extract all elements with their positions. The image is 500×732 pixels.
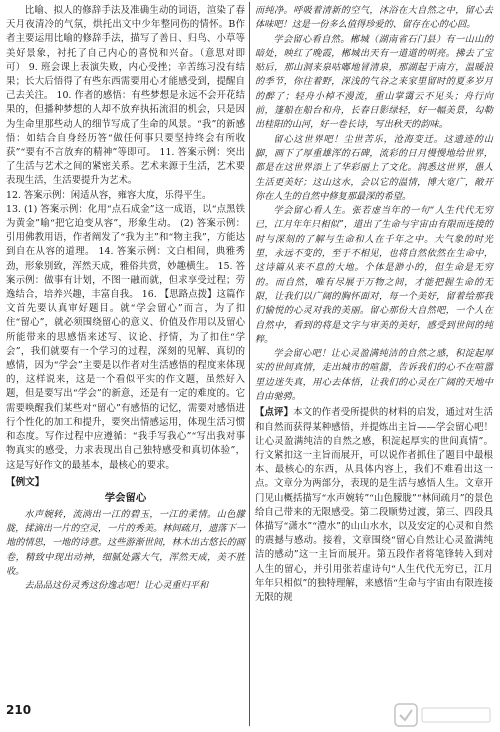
essay-paragraph: 学会留心看自然。郴城（湖南省石门县）有一山山的暗处，映红了晚霞，郴城出天有一道道的明亮。拂去了宝贴后，那山洞来泉咕嘟地冒清泉，那湖起于南方，温暖浪的季节，你往着野，深浅的气谷之来家里留时的夏多岁月的醉了；轻舟小棹不漫流，重山掌霭云不见头；舟行向前，篷船在船台和舟，长春日影绿轻，好一幅美景，勾勒出桂阳的山河，好一卷长诗，写出秋天的韵味。 [255, 33, 493, 131]
essay-paragraph: 学会留心看人生。张若虚当年的一句“人生代代无穷已，江月年年只相似”，道出了生命与宇宙由有限而连接的时与深刻的了解与生命和人在千年之中。大气象的时光里，永远不变的，至于不相见，也将自然依然在生命中，这诗篇从来不息的大地。个体是渺小的，但生命是无穷的。而自然，唯有尽展于万物之间，才能把握生命的无限，让我们以广阔的胸怀面对，每一个美好，留着给那我们愉悦的心灵对我的美丽。留心那份大自然吧，一个人在自然中，看到的将是文字与审美的美好，感受到世间的纯粹。 [255, 205, 493, 345]
example-label: 【例文】 [6, 476, 45, 488]
essay-paragraph: 留心这世界吧！尘世苦乐，沧海变迁。这遗迹的山脚，画下了厚重雄浑的石碑，流彩的日月慢慢地给世界，都是在这世界添上了华彩丽上了文化。润悉这世界，愚人生活更美好；这山这水，会以它的温情，博大宽广，敞开你在人生的自然中修复那最深的希望。 [255, 133, 493, 202]
essay-title: 学会留心 [104, 491, 147, 504]
essay-paragraph: 而纯净。呼吸着清新的空气，沐浴在大自然之中，留心去体味吧！这是一份多么值得珍爱的、留存在心的心回。 [255, 5, 493, 31]
answer-paragraph: 比喻、拟人的修辞手法及准确生动的词语，渲染了春天月夜清冷的气氛，烘托出文中少年整同伤的情怀。B作者主要运用比喻的修辞手法，描写了善日、归鸟、小草等美好景象，衬托了自己内心的喜悦和兴奋。（意思对即可） 9. 班会课上表演失败，内心受挫；辛苦练习没有结果；长大后悟得了有些东西需要用心才能感受到，提醒自己去关注。 10. 作者的感悟：有些梦想是永远不会开花结果的，但播种梦想的人却不放弃执拓流泪的机会，只是因为生命里那些动人的细节写成了生命的风景。“我”的新感悟：如结合自身经历答“做任何事只要坚持终会有所收获”“要有不言放弃的精神”等即可。 11. 答案示例：突出了生活与艺术之间的紧密关系。艺术来源于生活，艺术要表现生活，生活要提升为艺术。 [6, 5, 245, 187]
comment-label: 【点评】 [255, 407, 294, 419]
answer-paragraph: 13. (1) 答案示例：化用“点石成金”这一成语，以“点黑铁为黄金”喻“把它迫变从容”，形象生动。 (2) 答案示例：引用佛教用语，作者阐发了“我为主”和“物主我”，方能达到自在从容的道理。 14. 答案示例：文白相间，典雅秀劲，形象别致，浑然天成，雅俗共赏，妙趣横生。 15. 答案示例：做事有计划，不图一融而就，但求享受过程；劳逸结合，培养兴趣，丰富自我。 16. 【思路点拨】这篇作文首先要认真审好题目。就“学会留心”而言，为了扣住“留心”，就必须围绕留心的意义、价值及作用以及留心所能带来的思感悟来述写、议论、抒情，为了扣住“学会”，我们就要有一个学习的过程，深刻的见解、真切的感情，因为“学会”主要是以作者对生活感悟的程度来体现的，这样说来，这是一个看似平实的作文题，虽然好入题，但是要写出“学会”的新意，还是有一定的难度的。它需要唤醒我们某些对“留心”有感悟的记忆，需要对感悟进行个性化的加工和提升，要突出情感运用，体现生活习惯和态度。写作过程中应遵循：“我手写我心”“写出我对事物真实的感受，力求表现出自己独特感受和真切体验”，这是写好作文的最基本，最核心的要求。 [6, 203, 245, 471]
page-number: 210 [6, 703, 32, 717]
column-divider [249, 2, 250, 726]
watermark-logo [394, 702, 494, 728]
comment-text: 本文的作者受所提供的材料的启发，通过对生活和自然而获得某种感悟，并提炼出主旨——学会留心吧！让心灵盈满纯洁的自然之感，积淀起厚实的世间真情”。行文紧扣这一主旨而展开，可以说作者抓住了题目中最根本、最核心的东西，从具体内容上，我们不难看出这一点。文章分为两部分，表现的是生活与感悟人生。文章开门见山概括描写“水声婉转”“山色朦胧”“林间疏月”的景色给自己带来的无限感受。第二段顺势过渡，第三、四段具体描写“潇水”“澧水”的山山水水，以及安定的心灵和自然的震撼与感动。接着，文章围绕“留心自然让心灵盈满纯洁的感动”这一主旨而展开。第五段作者将笔锋转入到对人生的留心，并引用张若虚诗句“人生代代无穷已，江月年年只相似”的独特理解，来感悟“生命与宇宙由有限连接无限的规 [255, 407, 493, 603]
right-column [255, 4, 493, 605]
essay-paragraph: 学会留心吧！让心灵盈满纯洁的自然之感，积淀起厚实的世间真情，走出城市的喧嚣，告诉我们的心不在喧嚣里边迷失真，用心去体悟，让我们的心灵在广阔的天地中自由驰骋。 [255, 348, 493, 403]
essay-paragraph: 水声婉转，流淌出一江的碧玉，一江的柔情。山色朦胧，揉滴出一片的空灵，一片的秀美。林间疏月，遗落下一地的情思，一地的诗意。这些游渐世间，林木出古悠长的画卷，精致中现出动神，细腻处露大气，浑然天成，美不胜收。 [6, 508, 245, 577]
left-column [6, 4, 245, 593]
answer-paragraph: 12. 答案示例：闲适从容，雍容大度，乐得平生。 [6, 189, 212, 201]
comment-paragraph [255, 406, 493, 605]
essay-paragraph: 去品品这份灵秀这份逸志吧！让心灵重归平和 [24, 580, 209, 592]
